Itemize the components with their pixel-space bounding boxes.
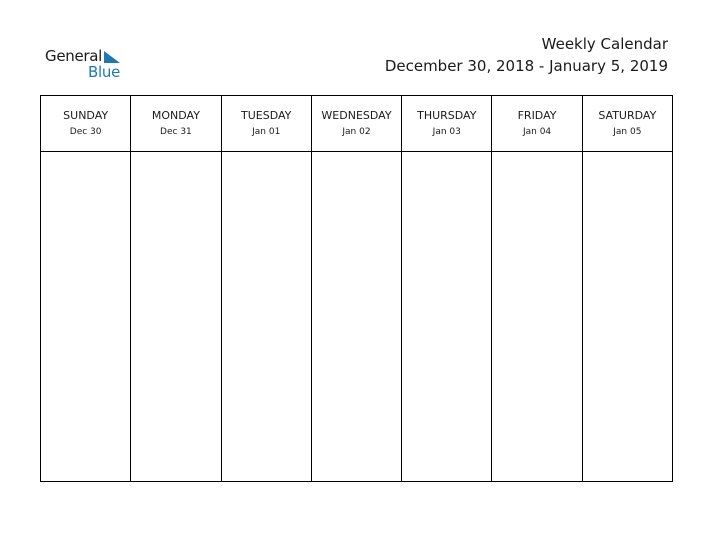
generalblue-logo — [45, 47, 125, 81]
day-header — [41, 96, 130, 152]
day-column-saturday — [582, 96, 672, 481]
day-name: WEDNESDAY — [321, 109, 392, 122]
day-header — [402, 96, 491, 152]
week-grid — [40, 95, 673, 482]
logo-triangle-icon — [104, 51, 120, 63]
day-header — [492, 96, 581, 152]
day-cell[interactable] — [492, 152, 581, 481]
day-cell[interactable] — [131, 152, 220, 481]
day-cell[interactable] — [583, 152, 672, 481]
day-cell[interactable] — [312, 152, 401, 481]
day-column-thursday — [401, 96, 491, 481]
day-header — [583, 96, 672, 152]
day-column-sunday — [41, 96, 130, 481]
day-date: Dec 31 — [160, 127, 192, 137]
day-header — [131, 96, 220, 152]
day-column-friday — [491, 96, 581, 481]
day-name: MONDAY — [151, 109, 200, 122]
day-header — [312, 96, 401, 152]
day-name: THURSDAY — [417, 109, 477, 122]
day-date: Jan 05 — [613, 127, 642, 137]
day-cell[interactable] — [402, 152, 491, 481]
day-column-wednesday — [311, 96, 401, 481]
logo-text-general: General — [45, 47, 103, 65]
day-header — [222, 96, 311, 152]
date-range: December 30, 2018 - January 5, 2019 — [384, 57, 668, 75]
day-date: Jan 03 — [432, 127, 461, 137]
day-date: Jan 02 — [342, 127, 371, 137]
day-date: Dec 30 — [69, 127, 102, 137]
day-name: SUNDAY — [63, 109, 109, 122]
day-column-tuesday — [221, 96, 311, 481]
day-name: TUESDAY — [241, 109, 292, 122]
logo-text-blue: Blue — [88, 63, 120, 81]
day-name: FRIDAY — [517, 109, 557, 122]
day-cell[interactable] — [41, 152, 130, 481]
day-column-monday — [130, 96, 220, 481]
day-name: SATURDAY — [598, 109, 657, 122]
day-cell[interactable] — [222, 152, 311, 481]
day-date: Jan 01 — [252, 127, 281, 137]
day-date: Jan 04 — [522, 127, 552, 137]
page-title: Weekly Calendar — [541, 35, 668, 53]
